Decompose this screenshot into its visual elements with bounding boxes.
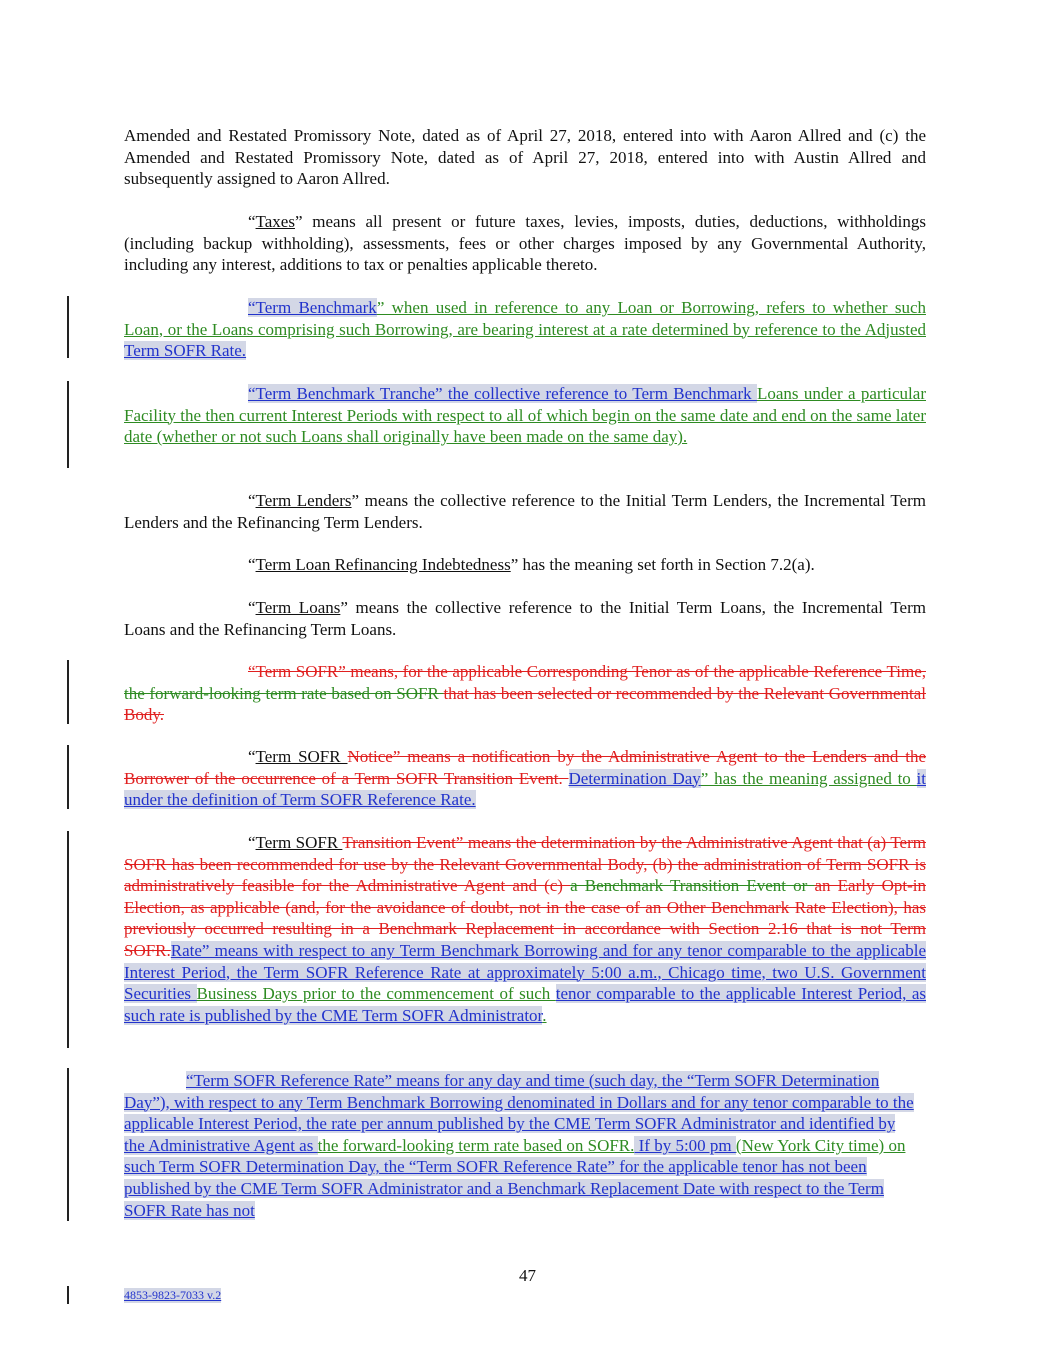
definition-term-benchmark xyxy=(124,297,926,362)
definition-body: ” means all present or future taxes, levies, imposts, duties, deductions, withholdings (including backup withholding), assessments, fees or other charges imposed by any Governmental Authority, including any interest, additions to tax or penalties applicable thereto. xyxy=(124,212,926,275)
definition-taxes xyxy=(124,211,926,276)
inserted-text: Loans under a particular Facility the then current Interest Periods with respect to all of which begin on the same date and end on the same later date (whether or not such Loans shall originally have been made on the same day). xyxy=(124,384,926,447)
inserted-highlight-text: tenor comparable to the applicable Interest Period, as such rate is published by the CME Term SOFR Administrator xyxy=(124,984,926,1025)
inserted-highlight-text: Determination Day xyxy=(568,768,701,788)
definition-term-lenders xyxy=(124,490,926,533)
inserted-highlight-text: it under the definition of Term SOFR Reference Rate. xyxy=(124,768,926,810)
defined-term: Term Loan Refinancing Indebtedness xyxy=(255,555,511,574)
inserted-highlight-text: Term SOFR Rate. xyxy=(124,341,247,361)
change-bar-reference-rate xyxy=(67,1068,69,1221)
inserted-highlight-text: If by 5:00 pm xyxy=(634,1135,736,1155)
inserted-highlight-text: “Term SOFR Reference Rate” means for any day and time (such day, the “Term SOFR Determination Day”), with respect to any Term Benchmark Borrowing denominated in Dollars and for any tenor comparable to the applicable Interest Period, the rate per annum published by the CME Term SOFR Administrator and identified by the Administrative Agent as xyxy=(124,1071,914,1155)
inserted-text: . xyxy=(542,1005,547,1025)
inserted-highlight-text: Rate” means with respect to any Term Benchmark Borrowing and for any tenor comparable to the applicable Interest Period, the Term SOFR Reference Rate at approximately 5:00 a.m., Chicago time, two U.S. Government Securities xyxy=(124,940,926,1004)
deleted-moved-text: the forward-looking term rate based on SOFR xyxy=(124,683,444,703)
change-bar-sofr-notice xyxy=(67,745,69,809)
defined-term: Term Lenders xyxy=(255,491,352,510)
deleted-text: that has been selected or recommended by the Relevant Governmental Body. xyxy=(124,683,926,725)
open-quote: “ xyxy=(248,212,256,231)
deleted-moved-text: a Benchmark Transition Event or xyxy=(570,876,815,896)
deleted-text: “Term SOFR” means, for the applicable Corresponding Tenor as of the applicable Reference Time, xyxy=(248,662,926,681)
open-quote: “ xyxy=(248,555,256,574)
inserted-highlight-text: “Term Benchmark xyxy=(248,298,377,317)
document-id: 4853-9823-7033 v.2 xyxy=(124,1288,222,1302)
defined-term: Term Loans xyxy=(255,598,341,617)
inserted-highlight-text: “Term Benchmark Tranche” the collective reference to Term Benchmark xyxy=(248,384,757,403)
inserted-text: the forward-looking term rate based on SOFR. xyxy=(317,1135,635,1155)
definition-body: ” means the collective reference to the Initial Term Lenders, the Incremental Term Lenders and the Refinancing Term Lenders. xyxy=(124,491,926,532)
change-bar-term-benchmark xyxy=(67,296,69,358)
paragraph-text: Amended and Restated Promissory Note, dated as of April 27, 2018, entered into with Aaron Allred and (c) the Amended and Restated Promissory Note, dated as of April 27, 2018, entered into with Austin Allred and subsequently assigned to Aaron Allred. xyxy=(124,126,926,189)
inserted-text: ” has the meaning assigned to xyxy=(700,768,917,788)
definition-term-sofr-rate xyxy=(124,832,926,1026)
inserted-text: (New York City time) on xyxy=(735,1135,906,1155)
deleted-text: Notice” means a notification by the Administrative Agent to the Lenders and the Borrower of the occurrence of a Term SOFR Transition Event. xyxy=(124,747,927,788)
change-bar-tranche xyxy=(67,381,69,468)
change-bar-sofr-transition xyxy=(67,831,69,1048)
page-number: 47 xyxy=(519,1266,536,1285)
definition-body: ” has the meaning set forth in Section 7.2(a). xyxy=(510,555,815,574)
definition-term-loans xyxy=(124,597,926,640)
definition-term-sofr-reference-rate xyxy=(124,1070,914,1221)
defined-term: Term SOFR xyxy=(255,833,343,852)
definition-body: ” means the collective reference to the Initial Term Loans, the Incremental Term Loans and the Refinancing Term Loans. xyxy=(124,598,926,639)
open-quote: “ xyxy=(248,747,256,766)
paragraph-promissory-note xyxy=(124,125,926,190)
definition-term-benchmark-tranche xyxy=(124,383,926,448)
open-quote: “ xyxy=(248,491,256,510)
deleted-text: an Early Opt-in Election, as applicable (and, for the avoidance of doubt, not in the case of an Other Benchmark Rate Election), has previously occurred resulting in a Benchmark Replacement in accordance with Section 2.16 that is not Term SOFR. xyxy=(124,876,926,960)
definition-term-sofr-deleted xyxy=(124,661,926,726)
open-quote: “ xyxy=(248,598,256,617)
change-bar-footer xyxy=(67,1286,69,1304)
inserted-text: Business Days prior to the commencement of such xyxy=(196,984,556,1004)
deleted-text: Transition Event” means the determination by the Administrative Agent that (a) Term SOFR has been recommended for use by the Relevant Governmental Body, (b) the administration of Term SOFR is administratively feasible for the Administrative Agent and (c) xyxy=(124,833,926,896)
inserted-text: ” when used in reference to any Loan or Borrowing, refers to whether such Loan, or the Loans comprising such Borrowing, are bearing interest at a rate determined by reference to the Adjusted xyxy=(124,298,926,339)
change-bar-term-sofr xyxy=(67,660,69,724)
definition-term-loan-refinancing xyxy=(124,554,926,576)
inserted-highlight-text: such Term SOFR Determination Day, the “Term SOFR Reference Rate” for the applicable tenor has not been published by the CME Term SOFR Administrator and a Benchmark Replacement Date with respect to the Term SOFR Rate has not xyxy=(124,1157,884,1220)
definition-term-sofr-determination-day xyxy=(124,746,926,811)
defined-term: Taxes xyxy=(255,212,295,231)
defined-term: Term SOFR xyxy=(255,747,348,766)
open-quote: “ xyxy=(248,833,256,852)
